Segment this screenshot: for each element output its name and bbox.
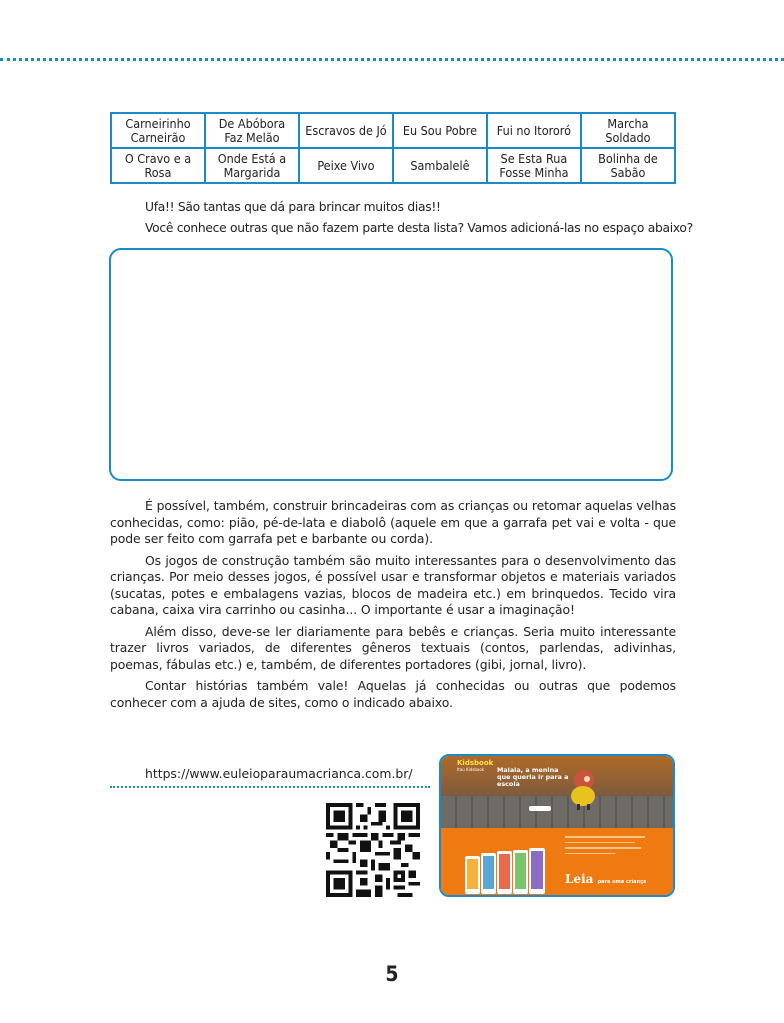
top-dotted-divider (0, 58, 784, 61)
paragraph: Além disso, deve-se ler diariamente para bebês e crianças. Seria muito interessante trazer livros variados, de diferentes gêneros textuais (contos, parlendas, adivinhas, poemas, fábulas etc.) e, também, de diferentes portadores (gibi, jornal, livro). (110, 623, 676, 672)
table-cell: Carneirinho Carneirão (111, 113, 205, 148)
table-cell: Onde Está a Margarida (205, 148, 299, 183)
intro-line-2: Você conhece outras que não fazem parte desta lista? Vamos adicioná-las no espaço abaixo? (145, 221, 693, 235)
preview-logo: Leia para uma criança (565, 872, 647, 886)
table-cell: O Cravo e a Rosa (111, 148, 205, 183)
table-cell: Marcha Soldado (581, 113, 675, 148)
preview-text-lines (565, 836, 645, 858)
illustration-girl-icon (563, 766, 605, 810)
table-row (111, 113, 675, 148)
table-cell: Eu Sou Pobre (393, 113, 487, 148)
preview-headline: Malala, a menina que queria ir para a escola (497, 766, 569, 788)
preview-wall (441, 796, 673, 828)
paragraph: Contar histórias também vale! Aquelas já conhecidas ou outras que podemos conhecer com a ajuda de sites, como o indicado abaixo. (110, 678, 676, 710)
table-cell: Fui no Itororó (487, 113, 581, 148)
table-row (111, 148, 675, 183)
page-number: 5 (385, 962, 399, 986)
table-cell: Bolinha de Sabão (581, 148, 675, 183)
paragraph: É possível, também, construir brincadeiras com as crianças ou retomar aquelas velhas conhecidas, como: pião, pé-de-lata e diabolô (aquele em que a garrafa pet vai e volta - que pode ser feito com garrafa pet e barbante ou corda). (110, 498, 676, 546)
answer-box[interactable] (109, 248, 673, 481)
table-cell: Sambalelê (393, 148, 487, 183)
songs-table (110, 112, 676, 184)
table-cell: De Abóbora Faz Melão (205, 113, 299, 148)
intro-line-1: Ufa!! São tantas que dá para brincar muitos dias!! (145, 200, 441, 214)
phones-illustration-icon (463, 848, 555, 896)
qr-code-image (326, 803, 420, 897)
preview-brand: Kidsbook Itaú Kidsbook (457, 759, 494, 772)
paragraph: Os jogos de construção também são muito interessantes para o desenvolvimento das crianças. Por meio desses jogos, é possível usar e transformar objetos e materiais variados (sucatas, potes e embalagens vazias, blocos de madeira etc.) em brinquedos. Tecido vira cabana, caixa vira carrinho ou casinha... O importante é usar a imaginação! (110, 552, 676, 617)
body-text (110, 498, 676, 716)
website-preview-image (439, 754, 675, 897)
table-cell: Escravos de Jó (299, 113, 393, 148)
table-cell: Peixe Vivo (299, 148, 393, 183)
table-cell: Se Esta Rua Fosse Minha (487, 148, 581, 183)
preview-button (529, 806, 551, 811)
link-dotted-underline (110, 786, 430, 788)
website-link[interactable]: https://www.euleioparaumacrianca.com.br/ (145, 766, 413, 781)
